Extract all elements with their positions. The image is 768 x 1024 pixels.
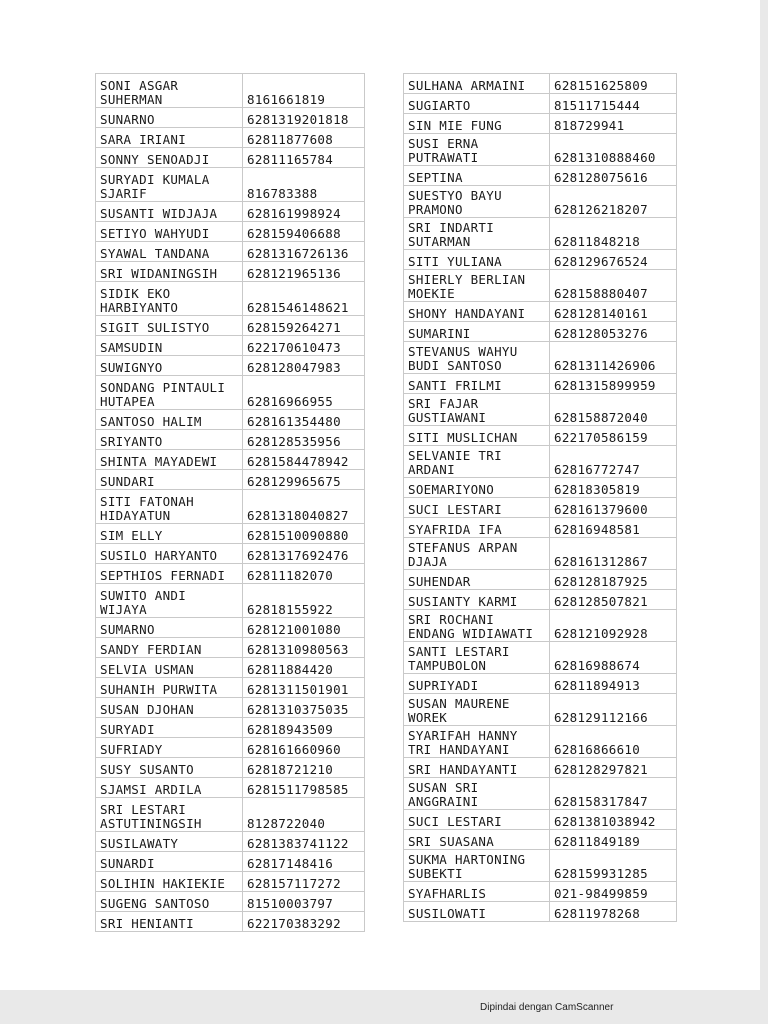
contact-name: SOLIHIN HAKIEKIE [96, 872, 243, 892]
contact-phone: 816783388 [243, 168, 365, 202]
table-row [96, 758, 365, 778]
contact-name: SUCI LESTARI [404, 810, 550, 830]
contact-phone: 628161660960 [243, 738, 365, 758]
table-row [404, 642, 677, 674]
table-row [96, 718, 365, 738]
contact-name: SRI HENIANTI [96, 912, 243, 932]
table-row [404, 94, 677, 114]
table-row [96, 638, 365, 658]
table-row [404, 186, 677, 218]
contact-phone: 62816866610 [550, 726, 677, 758]
table-row [96, 798, 365, 832]
contact-phone: 62816966955 [243, 376, 365, 410]
table-row [404, 538, 677, 570]
contact-name: SYAFHARLIS [404, 882, 550, 902]
contact-name: SIM ELLY [96, 524, 243, 544]
table-row [96, 584, 365, 618]
contact-name: SITI FATONAH HIDAYATUN [96, 490, 243, 524]
contact-name: SRI LESTARI ASTUTININGSIH [96, 798, 243, 832]
contact-table-right-body [404, 74, 677, 922]
contact-phone: 6281510090880 [243, 524, 365, 544]
contact-name: SUMARNO [96, 618, 243, 638]
contact-phone: 622170383292 [243, 912, 365, 932]
table-row [96, 564, 365, 584]
contact-phone: 6281317692476 [243, 544, 365, 564]
table-row [96, 698, 365, 718]
contact-name: SUHANIH PURWITA [96, 678, 243, 698]
table-row [96, 852, 365, 872]
contact-phone: 62817148416 [243, 852, 365, 872]
contact-phone: 62816988674 [550, 642, 677, 674]
contact-phone: 81510003797 [243, 892, 365, 912]
contact-name: SUGIARTO [404, 94, 550, 114]
table-row [404, 570, 677, 590]
contact-name: SUGENG SANTOSO [96, 892, 243, 912]
contact-name: SUSAN DJOHAN [96, 698, 243, 718]
contact-phone: 62818155922 [243, 584, 365, 618]
contact-name: SITI YULIANA [404, 250, 550, 270]
contact-name: SUSIANTY KARMI [404, 590, 550, 610]
contact-name: SUSY SUSANTO [96, 758, 243, 778]
contact-name: SIGIT SULISTYO [96, 316, 243, 336]
contact-name: SIN MIE FUNG [404, 114, 550, 134]
contact-phone: 81511715444 [550, 94, 677, 114]
contact-name: SANTI FRILMI [404, 374, 550, 394]
contact-phone: 628158880407 [550, 270, 677, 302]
table-row [96, 524, 365, 544]
contact-phone: 628161312867 [550, 538, 677, 570]
contact-name: SELVIA USMAN [96, 658, 243, 678]
contact-name: SANTOSO HALIM [96, 410, 243, 430]
table-row [96, 74, 365, 108]
table-row [96, 282, 365, 316]
contact-name: SUFRIADY [96, 738, 243, 758]
contact-name: SUSI ERNA PUTRAWATI [404, 134, 550, 166]
contact-phone: 628128140161 [550, 302, 677, 322]
table-row [404, 590, 677, 610]
contact-phone: 62811182070 [243, 564, 365, 584]
table-row [404, 134, 677, 166]
table-row [96, 128, 365, 148]
contact-phone: 628159406688 [243, 222, 365, 242]
table-row [96, 450, 365, 470]
table-row [404, 302, 677, 322]
contact-name: SUPRIYADI [404, 674, 550, 694]
contact-name: SUSANTI WIDJAJA [96, 202, 243, 222]
contact-phone: 628129112166 [550, 694, 677, 726]
contact-name: SUWIGNYO [96, 356, 243, 376]
contact-phone: 628161379600 [550, 498, 677, 518]
contact-name: SULHANA ARMAINI [404, 74, 550, 94]
table-row [404, 694, 677, 726]
table-row [404, 250, 677, 270]
contact-name: STEFANUS ARPAN DJAJA [404, 538, 550, 570]
table-row [96, 470, 365, 490]
table-row [96, 108, 365, 128]
table-row [96, 872, 365, 892]
table-row [96, 892, 365, 912]
contact-name: SHIERLY BERLIAN MOEKIE [404, 270, 550, 302]
contact-name: SOEMARIYONO [404, 478, 550, 498]
contact-name: SUNARDI [96, 852, 243, 872]
table-row [404, 218, 677, 250]
table-row [96, 376, 365, 410]
contact-phone: 628157117272 [243, 872, 365, 892]
contact-phone: 62811894913 [550, 674, 677, 694]
contact-name: SUCI LESTARI [404, 498, 550, 518]
table-row [404, 426, 677, 446]
contact-phone: 628151625809 [550, 74, 677, 94]
table-row [96, 544, 365, 564]
table-row [404, 902, 677, 922]
contact-phone: 628128535956 [243, 430, 365, 450]
contact-name: SRI SUASANA [404, 830, 550, 850]
table-row [96, 356, 365, 376]
contact-name: SUNARNO [96, 108, 243, 128]
table-row [404, 850, 677, 882]
contact-name: SHINTA MAYADEWI [96, 450, 243, 470]
table-row [404, 446, 677, 478]
contact-phone: 8161661819 [243, 74, 365, 108]
table-row [96, 262, 365, 282]
contact-phone: 6281310980563 [243, 638, 365, 658]
contact-name: SANDY FERDIAN [96, 638, 243, 658]
contact-phone: 6281310888460 [550, 134, 677, 166]
contact-name: STEVANUS WAHYU BUDI SANTOSO [404, 342, 550, 374]
contact-phone: 6281546148621 [243, 282, 365, 316]
contact-phone: 628158872040 [550, 394, 677, 426]
camscanner-footer: Dipindai dengan CamScanner [480, 1002, 614, 1013]
contact-name: SAMSUDIN [96, 336, 243, 356]
table-row [96, 168, 365, 202]
contact-name: SURYADI KUMALA SJARIF [96, 168, 243, 202]
contact-name: SONI ASGAR SUHERMAN [96, 74, 243, 108]
table-row [96, 222, 365, 242]
table-row [404, 394, 677, 426]
contact-phone: 628161354480 [243, 410, 365, 430]
contact-phone: 628121092928 [550, 610, 677, 642]
contact-name: SRI ROCHANI ENDANG WIDIAWATI [404, 610, 550, 642]
contact-phone: 62811978268 [550, 902, 677, 922]
contact-name: SUHENDAR [404, 570, 550, 590]
contact-phone: 622170586159 [550, 426, 677, 446]
contact-phone: 6281315899959 [550, 374, 677, 394]
contact-phone: 62818943509 [243, 718, 365, 738]
contact-phone: 622170610473 [243, 336, 365, 356]
table-row [96, 316, 365, 336]
contact-phone: 8128722040 [243, 798, 365, 832]
contact-phone: 6281316726136 [243, 242, 365, 262]
contact-phone: 628128297821 [550, 758, 677, 778]
table-row [404, 830, 677, 850]
table-row [404, 498, 677, 518]
table-row [404, 114, 677, 134]
table-row [96, 832, 365, 852]
table-row [404, 518, 677, 538]
contact-name: SITI MUSLICHAN [404, 426, 550, 446]
table-row [96, 658, 365, 678]
contact-name: SUSAN SRI ANGGRAINI [404, 778, 550, 810]
table-row [404, 758, 677, 778]
contact-name: SRIYANTO [96, 430, 243, 450]
contact-table-right [403, 73, 677, 922]
table-row [404, 810, 677, 830]
table-row [96, 202, 365, 222]
contact-name: SURYADI [96, 718, 243, 738]
contact-phone: 628121965136 [243, 262, 365, 282]
contact-phone: 6281311501901 [243, 678, 365, 698]
table-row [404, 270, 677, 302]
table-row [404, 374, 677, 394]
table-row [404, 610, 677, 642]
contact-name: SUSILAWATY [96, 832, 243, 852]
contact-phone: 6281511798585 [243, 778, 365, 798]
contact-name: SUSAN MAURENE WOREK [404, 694, 550, 726]
contact-table-left [95, 73, 365, 932]
contact-name: SEPTINA [404, 166, 550, 186]
contact-name: SANTI LESTARI TAMPUBOLON [404, 642, 550, 674]
contact-name: SUKMA HARTONING SUBEKTI [404, 850, 550, 882]
contact-phone: 62816772747 [550, 446, 677, 478]
contact-name: SYARIFAH HANNY TRI HANDAYANI [404, 726, 550, 758]
contact-phone: 62811877608 [243, 128, 365, 148]
contact-phone: 818729941 [550, 114, 677, 134]
contact-phone: 62811849189 [550, 830, 677, 850]
table-row [404, 478, 677, 498]
contact-name: SHONY HANDAYANI [404, 302, 550, 322]
contact-name: SUMARINI [404, 322, 550, 342]
contact-name: SJAMSI ARDILA [96, 778, 243, 798]
contact-name: SETIYO WAHYUDI [96, 222, 243, 242]
table-row [96, 738, 365, 758]
contact-phone: 62811848218 [550, 218, 677, 250]
table-row [96, 410, 365, 430]
contact-phone: 628128047983 [243, 356, 365, 376]
contact-name: SUWITO ANDI WIJAYA [96, 584, 243, 618]
contact-phone: 628129965675 [243, 470, 365, 490]
contact-name: SRI HANDAYANTI [404, 758, 550, 778]
contact-phone: 628158317847 [550, 778, 677, 810]
contact-phone: 628128053276 [550, 322, 677, 342]
contact-name: SUSILOWATI [404, 902, 550, 922]
contact-name: SEPTHIOS FERNADI [96, 564, 243, 584]
contact-name: SONDANG PINTAULI HUTAPEA [96, 376, 243, 410]
contact-name: SUNDARI [96, 470, 243, 490]
contact-name: SRI FAJAR GUSTIAWANI [404, 394, 550, 426]
contact-phone: 6281584478942 [243, 450, 365, 470]
contact-phone: 628121001080 [243, 618, 365, 638]
contact-phone: 6281319201818 [243, 108, 365, 128]
contact-phone: 6281381038942 [550, 810, 677, 830]
table-row [96, 778, 365, 798]
contact-name: SYAWAL TANDANA [96, 242, 243, 262]
table-row [96, 430, 365, 450]
contact-phone: 628161998924 [243, 202, 365, 222]
table-row [96, 490, 365, 524]
contact-phone: 628129676524 [550, 250, 677, 270]
table-row [96, 148, 365, 168]
contact-name: SIDIK EKO HARBIYANTO [96, 282, 243, 316]
contact-phone: 62818721210 [243, 758, 365, 778]
table-row [404, 778, 677, 810]
contact-phone: 628159264271 [243, 316, 365, 336]
contact-phone: 62811165784 [243, 148, 365, 168]
contact-phone: 6281310375035 [243, 698, 365, 718]
table-row [96, 618, 365, 638]
table-row [96, 678, 365, 698]
contact-phone: 628128187925 [550, 570, 677, 590]
table-row [404, 74, 677, 94]
contact-table-left-body [96, 74, 365, 932]
contact-name: SRI INDARTI SUTARMAN [404, 218, 550, 250]
contact-phone: 62816948581 [550, 518, 677, 538]
table-row [96, 912, 365, 932]
contact-phone: 6281311426906 [550, 342, 677, 374]
contact-name: SONNY SENOADJI [96, 148, 243, 168]
table-row [404, 322, 677, 342]
contact-name: SRI WIDANINGSIH [96, 262, 243, 282]
contact-phone: 628126218207 [550, 186, 677, 218]
contact-phone: 62818305819 [550, 478, 677, 498]
contact-name: SELVANIE TRI ARDANI [404, 446, 550, 478]
contact-phone: 021-98499859 [550, 882, 677, 902]
contact-name: SUESTYO BAYU PRAMONO [404, 186, 550, 218]
table-row [96, 336, 365, 356]
contact-name: SUSILO HARYANTO [96, 544, 243, 564]
contact-phone: 628128075616 [550, 166, 677, 186]
table-row [404, 674, 677, 694]
table-row [404, 882, 677, 902]
table-row [404, 342, 677, 374]
contact-phone: 628159931285 [550, 850, 677, 882]
table-row [404, 166, 677, 186]
contact-phone: 62811884420 [243, 658, 365, 678]
contact-phone: 6281383741122 [243, 832, 365, 852]
contact-phone: 628128507821 [550, 590, 677, 610]
table-row [96, 242, 365, 262]
contact-name: SYAFRIDA IFA [404, 518, 550, 538]
contact-phone: 6281318040827 [243, 490, 365, 524]
contact-name: SARA IRIANI [96, 128, 243, 148]
table-row [404, 726, 677, 758]
